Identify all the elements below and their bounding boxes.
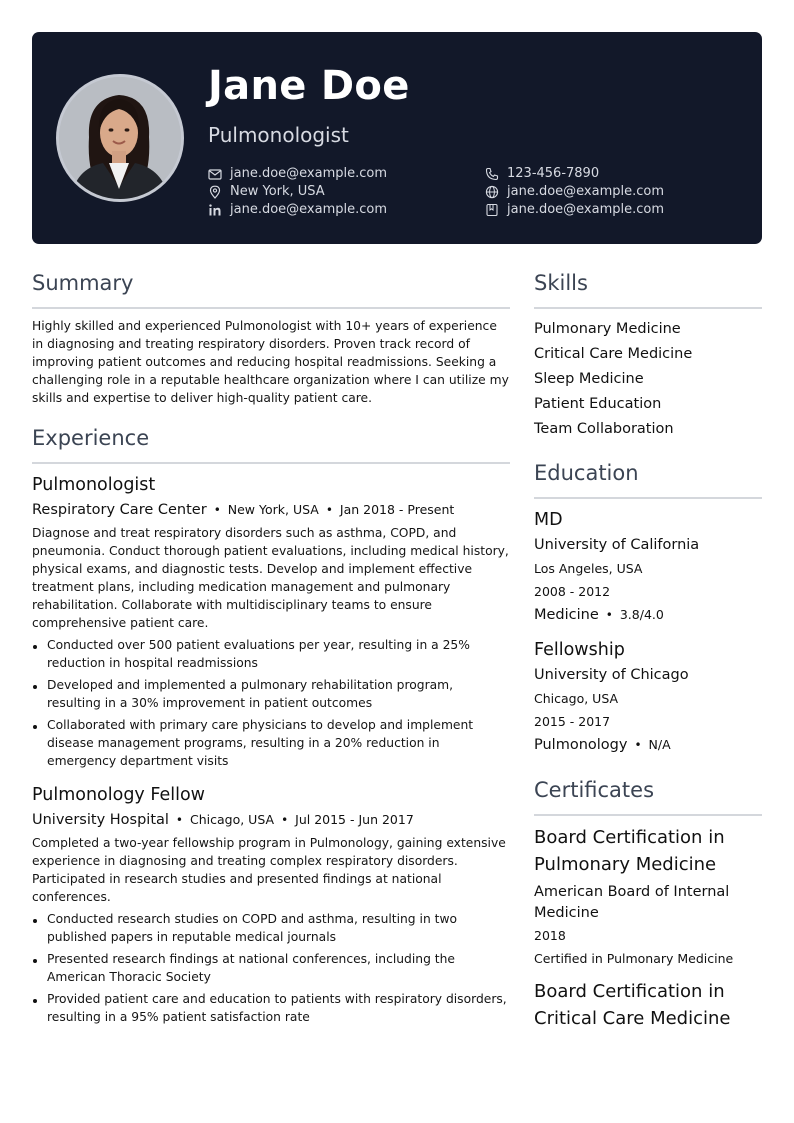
separator-dot: • [281,813,289,827]
contact-website-text: jane.doe@example.com [507,184,665,199]
job-location: Chicago, USA [190,812,275,827]
education-location: Los Angeles, USA [534,561,643,576]
certificate-note: Certified in Pulmonary Medicine [534,951,734,966]
education-field-name: Medicine [534,607,599,623]
mail-icon [208,167,222,181]
resume-header [32,32,762,244]
globe-icon [485,185,499,199]
candidate-title: Pulmonologist [208,123,349,147]
contact-location [208,183,325,201]
contact-website[interactable] [485,183,664,201]
education-grade: N/A [648,737,671,752]
education-field [534,603,762,627]
list-item: Conducted research studies on COPD and asthma, resulting in two published papers in reputable medical journals [32,910,510,946]
skill-item: Critical Care Medicine [534,346,693,362]
bookmark-icon [485,203,499,217]
experience-heading: Experience [32,423,510,464]
certificate-issuer: American Board of Internal Medicine [534,884,730,921]
contact-linkedin[interactable] [208,201,387,219]
list-item: Presented research findings at national conferences, including the American Thoracic Society [32,950,510,986]
experience-section [32,423,510,1026]
skill-item: Sleep Medicine [534,371,644,387]
skills-heading: Skills [534,268,762,309]
separator-dot: • [634,738,642,752]
education-school: University of Chicago [534,667,689,683]
skills-section [534,268,762,442]
contact-location-text: New York, USA [230,184,325,199]
list-item: Conducted over 500 patient evaluations per year, resulting in a 25% reduction in hospital readmissions [32,636,510,672]
separator-dot: • [605,608,613,622]
job-title: Pulmonologist [32,475,156,495]
certificate-year: 2018 [534,928,566,943]
education-section [534,458,762,757]
job-location: New York, USA [227,502,319,517]
job-description: Diagnose and treat respiratory disorders such as asthma, COPD, and pneumonia. Conduct thorough patient evaluations, including medical history, physical exams, and diagnostic tests. Develop and implement effective treatment plans, including medication management and pulmonary rehabilitation. Collaborate with multidisciplinary teams to ensure comprehensive patient care. [32,526,509,630]
skill-item: Team Collaboration [534,421,674,437]
contact-email-text: jane.doe@example.com [230,166,388,181]
job-entry [32,782,510,1026]
job-achievements [32,636,510,770]
contact-portfolio-text: jane.doe@example.com [507,202,665,217]
certificate-entry [534,824,762,970]
job-meta [32,808,510,832]
certificate-name: Board Certification in Critical Care Medicine [534,981,731,1029]
contact-portfolio[interactable] [485,201,664,219]
education-entry [534,637,762,757]
education-entry [534,507,762,627]
contact-email[interactable] [208,165,387,183]
education-grade: 3.8/4.0 [619,607,664,622]
education-degree: MD [534,510,563,530]
summary-section [32,268,510,407]
skill-item: Patient Education [534,396,662,412]
certificate-entry [534,978,762,1032]
job-achievements [32,910,510,1026]
linkedin-icon [208,203,222,217]
summary-heading: Summary [32,268,510,309]
education-field-name: Pulmonology [534,737,628,753]
job-company: University Hospital [32,812,169,828]
certificates-heading: Certificates [534,775,762,816]
contact-phone[interactable] [485,165,599,183]
education-location: Chicago, USA [534,691,619,706]
separator-dot: • [213,503,221,517]
list-item: Collaborated with primary care physicians to develop and implement disease management programs, resulting in a 20% reduction in emergency department visits [32,716,510,770]
sidebar-column [534,268,762,1032]
job-meta [32,498,510,522]
skill-item: Pulmonary Medicine [534,321,681,337]
separator-dot: • [325,503,333,517]
education-heading: Education [534,458,762,499]
separator-dot: • [175,813,183,827]
summary-text: Highly skilled and experienced Pulmonologist with 10+ years of experience in diagnosing and treating respiratory disorders. Proven track record of improving patient outcomes and reducing hospital readmissions. Seeking a challenging role in a reputable healthcare organization where I can utilize my skills and expertise to deliver high-quality patient care. [32,319,509,405]
job-dates: Jul 2015 - Jun 2017 [295,812,414,827]
phone-icon [485,167,499,181]
job-description: Completed a two-year fellowship program in Pulmonology, gaining extensive experience in diagnosing and treating complex respiratory disorders. Participated in research studies and presented findings at national conferences. [32,836,506,904]
job-entry [32,472,510,770]
contact-linkedin-text: jane.doe@example.com [230,202,388,217]
education-dates: 2015 - 2017 [534,714,611,729]
profile-photo [56,74,184,202]
candidate-name: Jane Doe [208,63,410,109]
list-item: Developed and implemented a pulmonary rehabilitation program, resulting in a 30% improvement in patient outcomes [32,676,510,712]
education-degree: Fellowship [534,640,625,660]
location-pin-icon [208,185,222,199]
education-dates: 2008 - 2012 [534,584,611,599]
list-item: Provided patient care and education to patients with respiratory disorders, resulting in a 95% patient satisfaction rate [32,990,510,1026]
main-column [32,268,510,1030]
education-school: University of California [534,537,700,553]
job-dates: Jan 2018 - Present [339,502,455,517]
education-field [534,733,762,757]
certificates-section [534,775,762,1032]
job-company: Respiratory Care Center [32,502,207,518]
contact-phone-text: 123-456-7890 [507,166,600,181]
job-title: Pulmonology Fellow [32,785,205,805]
certificate-name: Board Certification in Pulmonary Medicine [534,827,725,875]
